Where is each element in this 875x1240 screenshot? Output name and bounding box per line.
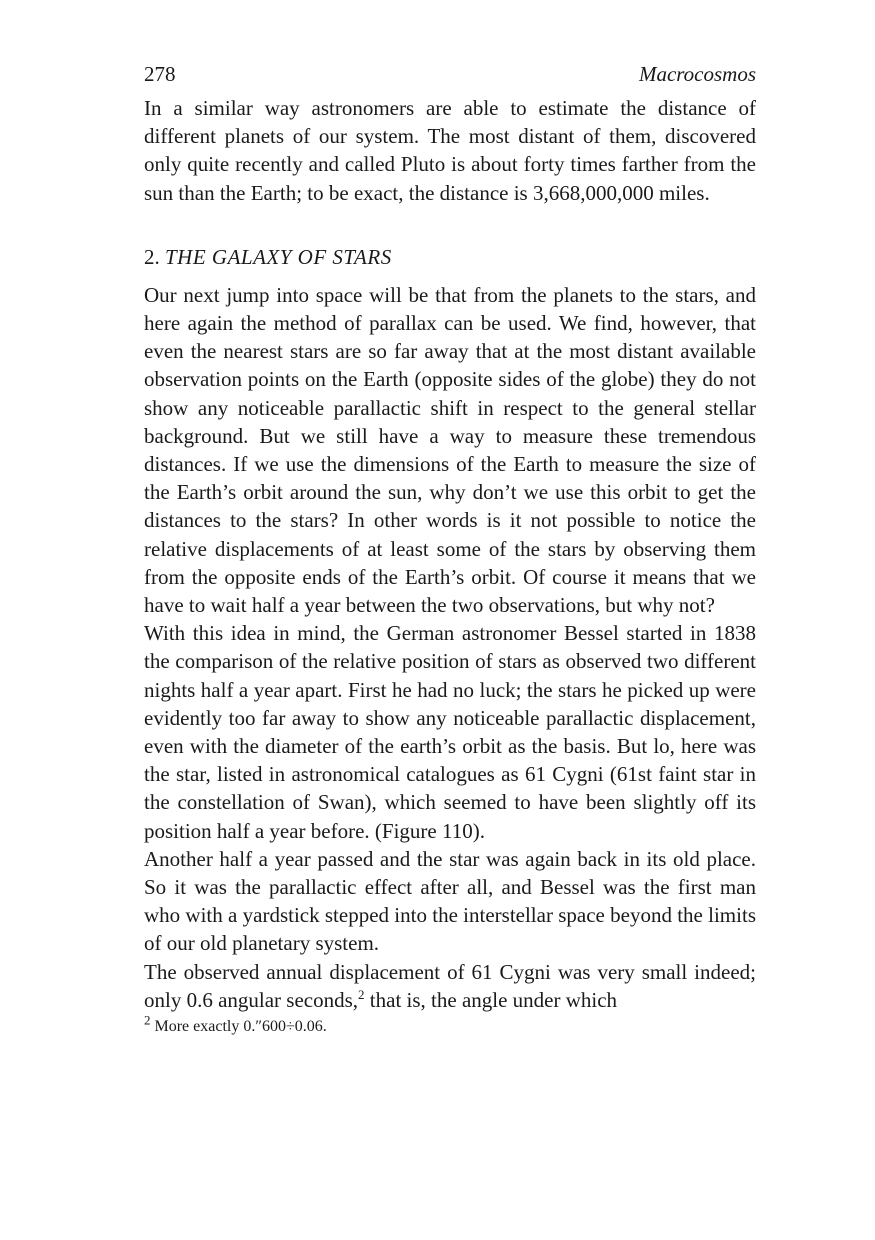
page-number: 278 [144,62,176,86]
paragraph-pluto-distance: In a similar way astronomers are able to estimate the distance of different planets of our system. The most distant of them, discovered only quite recently and called Pluto is about forty times farther from the sun than the Earth; to be exact, the distance is 3,668,000,000 miles. [144,96,756,205]
book-page [144,60,756,1038]
paragraph-stellar-parallax: Our next jump into space will be that from the planets to the stars, and here again the method of parallax can be used. We find, however, that even the nearest stars are so far away that at the most distant available observation points on the Earth (opposite sides of the globe) they do not show any noticeable parallactic shift in respect to the general stellar background. But we still have a way to measure these tremendous distances. If we use the dimensions of the Earth to measure the size of the Earth’s orbit around the sun, why don’t we use this orbit to get the distances to the stars? In other words is it not possible to notice the relative displacements of at least some of the stars by observing them from the opposite ends of the Earth’s orbit. Of course it means that we have to wait half a year between the two observations, but why not? [144,282,756,618]
section-number: 2. [144,244,160,269]
paragraph-text-start: The observed annual displacement of 61 Cygni was very small indeed; only 0.6 angular seconds, [144,959,756,1012]
running-title: Macrocosmos [638,62,756,86]
running-header [144,60,756,88]
paragraph-half-year-later: Another half a year passed and the star was again back in its old place. So it was the parallactic effect after all, and Bessel was the first man who with a yardstick stepped into the interstellar space beyond the limits of our old planetary system. [144,846,756,956]
footnote [144,1012,756,1038]
footnote-marker: 2 [144,1012,151,1028]
section-title: THE GALAXY OF STARS [165,244,392,269]
footnote-reference: 2 [358,986,365,1002]
paragraph-text-end: that is, the angle under which [364,987,618,1012]
paragraph-annual-displacement [144,958,756,1014]
section-heading [144,243,756,271]
paragraph-bessel: With this idea in mind, the German astronomer Bessel started in 1838 the comparison of the relative position of stars as observed two different nights half a year apart. First he had no luck; the stars he picked up were evidently too far away to show any noticeable parallactic displacement, even with the diameter of the earth’s orbit as the basis. But lo, here was the star, listed in astronomical catalogues as 61 Cygni (61st faint star in the constellation of Swan), which seemed to have been slightly off its position half a year before. (Figure 110). [144,621,756,843]
footnote-text: More exactly 0.″600÷0.06. [154,1018,327,1036]
